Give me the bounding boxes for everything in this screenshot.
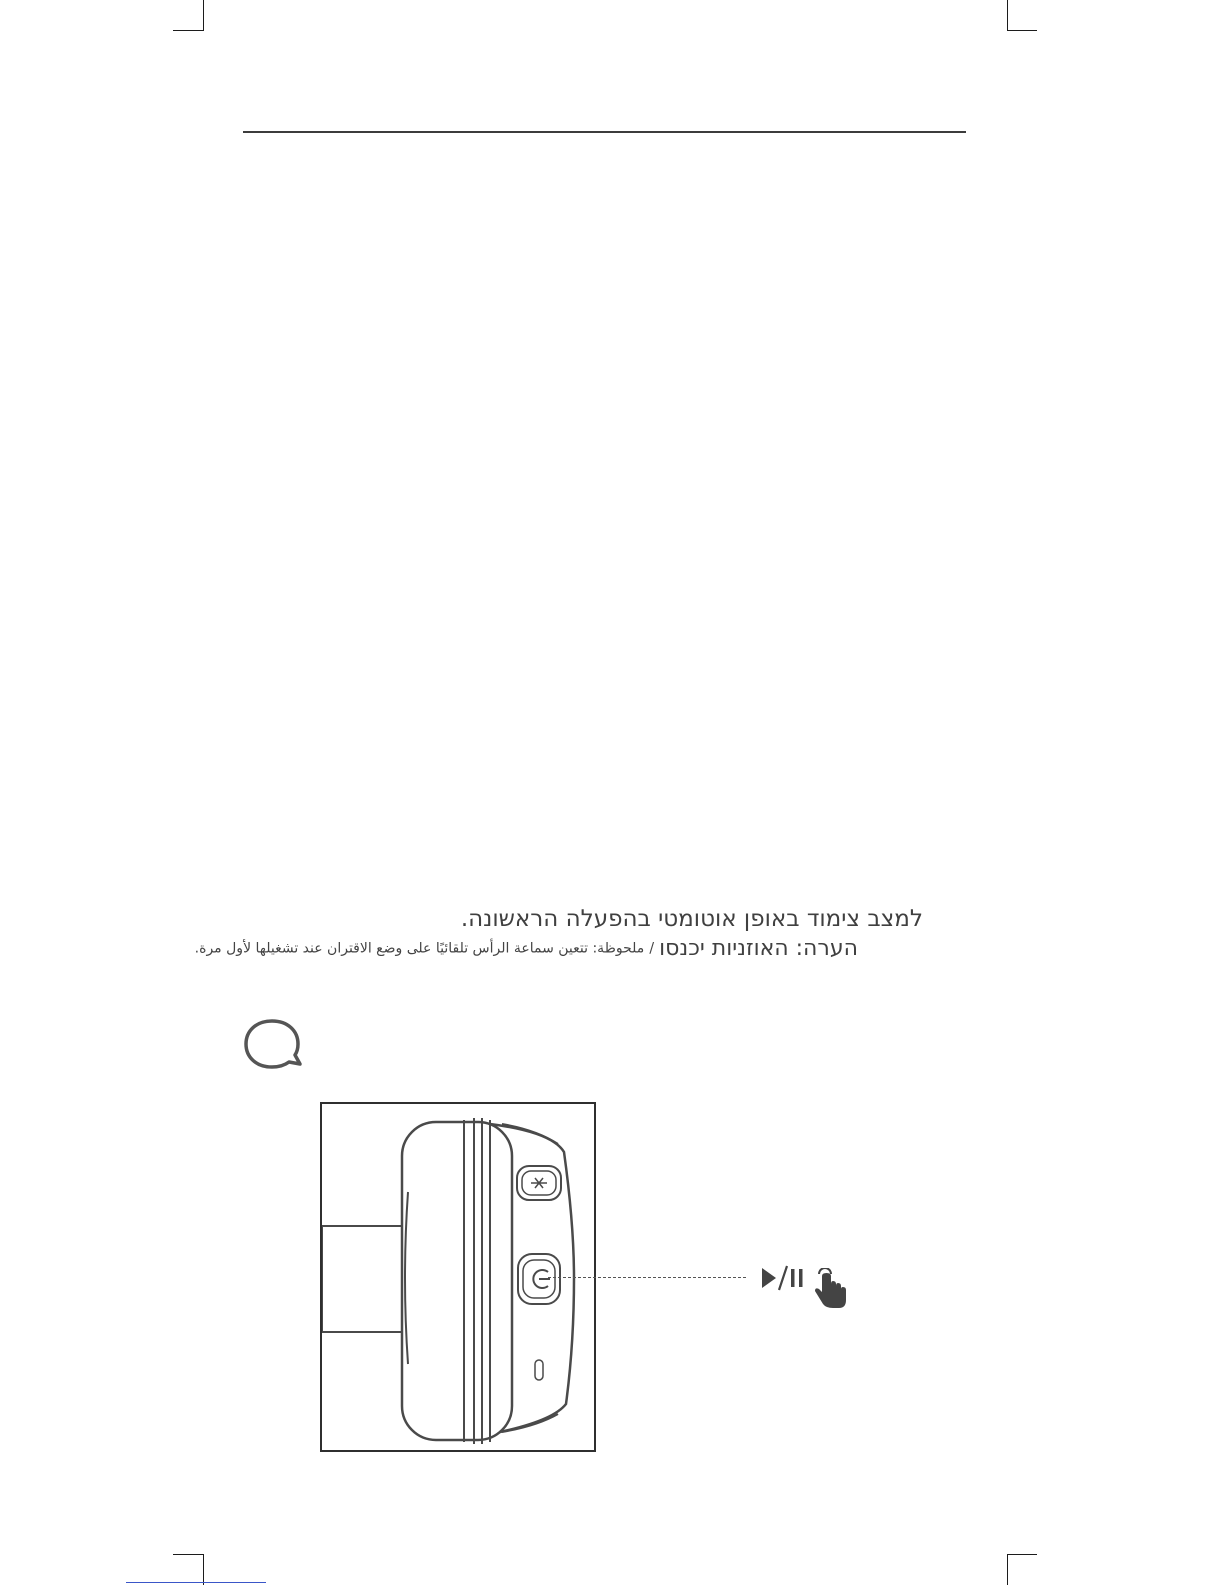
crop-mark-top-left-h xyxy=(173,30,204,31)
crop-mark-top-left-v xyxy=(203,0,204,31)
play-pause-icon xyxy=(760,1264,810,1292)
bottom-link-underline xyxy=(126,1582,266,1583)
note-arabic: ملحوظة: تتعين سماعة الرأس تلقائيًا على وضع الاقتران عند تشغيلها لأول مرة. xyxy=(194,940,645,957)
header-rule xyxy=(243,131,966,133)
note-hebrew-line1: למצב צימוד באופן אוטומטי בהפעלה הראשונה. xyxy=(460,906,923,932)
crop-mark-bottom-right-h xyxy=(1007,1554,1037,1555)
note-hebrew-line2: הערה: האוזניות יכנסו xyxy=(659,936,858,961)
crop-mark-bottom-left-v xyxy=(203,1554,204,1585)
crop-mark-bottom-left-h xyxy=(173,1554,204,1555)
hand-tap-icon xyxy=(811,1268,851,1310)
crop-mark-top-right-h xyxy=(1007,30,1037,31)
crop-mark-top-right-v xyxy=(1007,0,1008,31)
speech-bubble-icon xyxy=(242,1018,304,1072)
note-line2 xyxy=(194,936,858,966)
callout-line xyxy=(548,1277,746,1278)
crop-mark-bottom-right-v xyxy=(1007,1554,1008,1585)
note-separator: / xyxy=(649,940,655,957)
